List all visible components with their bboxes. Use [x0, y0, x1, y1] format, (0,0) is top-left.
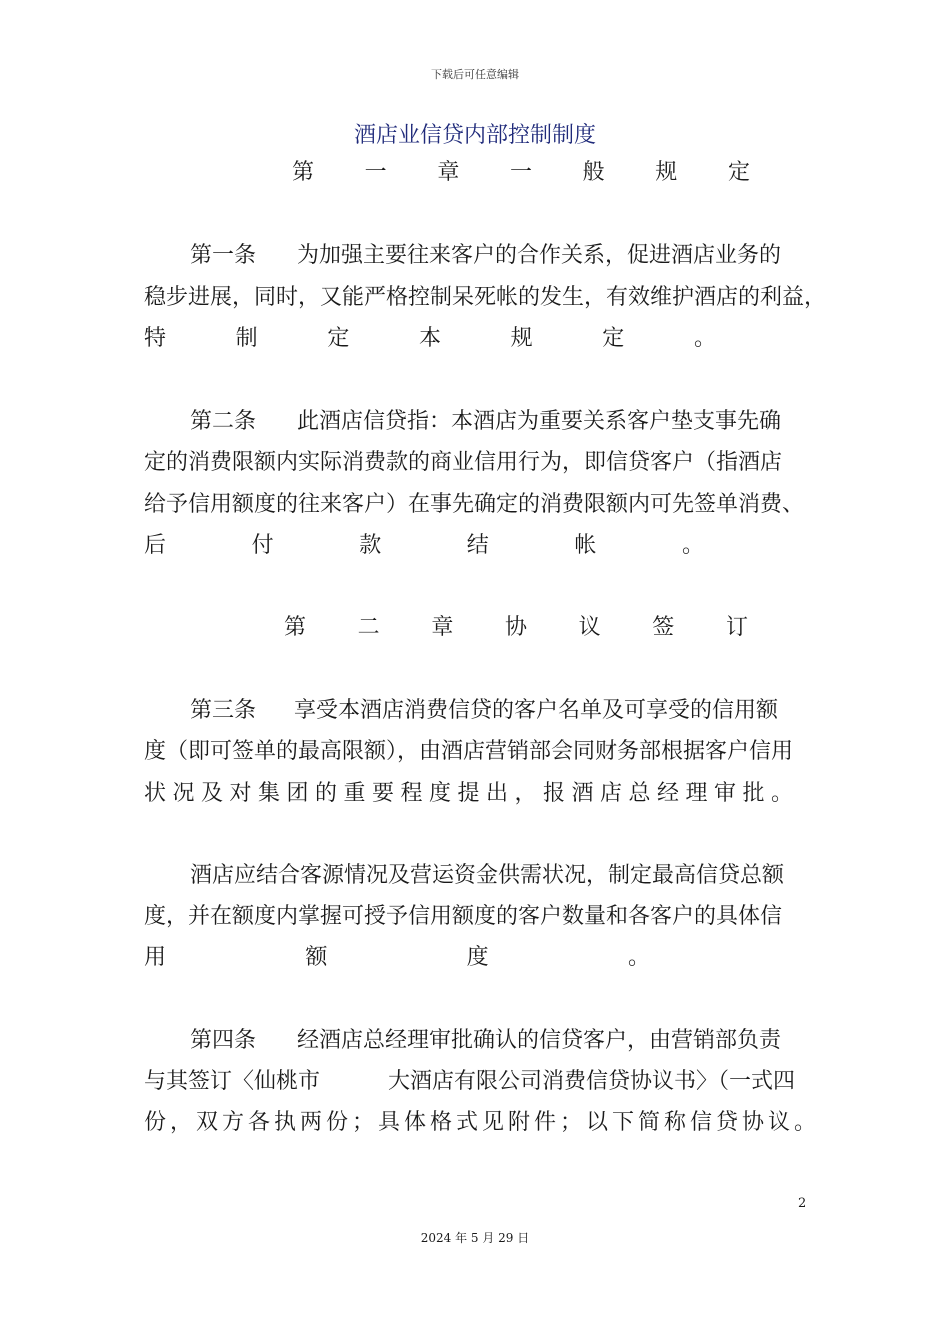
chapter-1-char: 一 [509, 160, 532, 185]
chapter-1-char: 一 [364, 160, 387, 185]
page-footer-date: 2024 年 5 月 29 日 [420, 1231, 530, 1245]
limit-para-line-spread [144, 947, 650, 969]
chapter-2-heading [284, 617, 748, 639]
spread-char: 本 [418, 326, 441, 351]
chapter-2-char: 议 [578, 615, 601, 640]
spread-char: 定 [602, 326, 625, 351]
page-number: 2 [798, 1196, 807, 1211]
article-1-line: 稳步进展，同时，又能严格控制呆死帐的发生，有效维护酒店的利益， [144, 285, 827, 310]
article-1-line-spread [144, 328, 716, 350]
chapter-2-char: 协 [504, 615, 527, 640]
article-2-line: 定的消费限额内实际消费款的商业信用行为，即信贷客户（指酒店 [144, 450, 783, 475]
chapter-2-char: 订 [725, 615, 748, 640]
document-title: 酒店业信贷内部控制制度 [353, 123, 596, 148]
spread-char: 用 [144, 945, 167, 970]
article-4-line: 大酒店有限公司消费信贷协议书〉（一式四 [388, 1069, 796, 1094]
article-3-line: 度（即可签单的最高限额），由酒店营销部会同财务部根据客户信用 [144, 739, 794, 764]
spread-char: 制 [235, 326, 258, 351]
limit-para-line: 度，并在额度内掌握可授予信用额度的客户数量和各客户的具体信 [144, 904, 783, 929]
chapter-2-char: 章 [431, 615, 454, 640]
article-3-line: 状况及对集团的重要程度提出，报酒店总经理审批。 [144, 781, 800, 806]
article-3-label: 第三条 [190, 698, 257, 723]
article-2-line: 此酒店信贷指：本酒店为重要关系客户垫支事先确 [297, 409, 782, 434]
chapter-1-char: 规 [655, 160, 678, 185]
article-4-line: 与其签订〈仙桃市 [144, 1069, 321, 1094]
spread-char: 特 [144, 326, 167, 351]
spread-char: 。 [681, 533, 704, 558]
chapter-2-char: 二 [357, 615, 380, 640]
limit-para-line: 酒店应结合客源情况及营运资金供需状况，制定最高信贷总额 [190, 863, 785, 888]
spread-char: 帐 [574, 533, 597, 558]
spread-char: 规 [510, 326, 533, 351]
article-1-label: 第一条 [190, 243, 257, 268]
article-4-line: 份，双方各执两份；具体格式见附件；以下简称信贷协议。 [144, 1110, 821, 1135]
article-2-label: 第二条 [190, 409, 257, 434]
spread-char: 款 [359, 533, 382, 558]
spread-char: 付 [251, 533, 274, 558]
chapter-1-char: 定 [727, 160, 750, 185]
spread-char: 。 [627, 945, 650, 970]
chapter-1-char: 第 [292, 160, 315, 185]
spread-char: 额 [305, 945, 328, 970]
spread-char: 定 [327, 326, 350, 351]
chapter-1-heading [292, 162, 750, 184]
spread-char: 后 [144, 533, 167, 558]
page-header: 下载后可任意编辑 [431, 68, 519, 81]
article-1-line: 为加强主要往来客户的合作关系，促进酒店业务的 [297, 243, 782, 268]
spread-char: 结 [466, 533, 489, 558]
spread-char: 。 [693, 326, 716, 351]
article-2-line: 给予信用额度的往来客户）在事先确定的消费限额内可先签单消费、 [144, 492, 805, 517]
article-3-line: 享受本酒店消费信贷的客户名单及可享受的信用额 [294, 698, 779, 723]
chapter-2-char: 第 [284, 615, 307, 640]
spread-char: 度 [466, 945, 489, 970]
article-4-label: 第四条 [190, 1028, 257, 1053]
article-4-line: 经酒店总经理审批确认的信贷客户，由营销部负责 [297, 1028, 782, 1053]
article-2-line-spread [144, 535, 704, 557]
chapter-2-char: 签 [652, 615, 675, 640]
chapter-1-char: 章 [437, 160, 460, 185]
chapter-1-char: 般 [582, 160, 605, 185]
